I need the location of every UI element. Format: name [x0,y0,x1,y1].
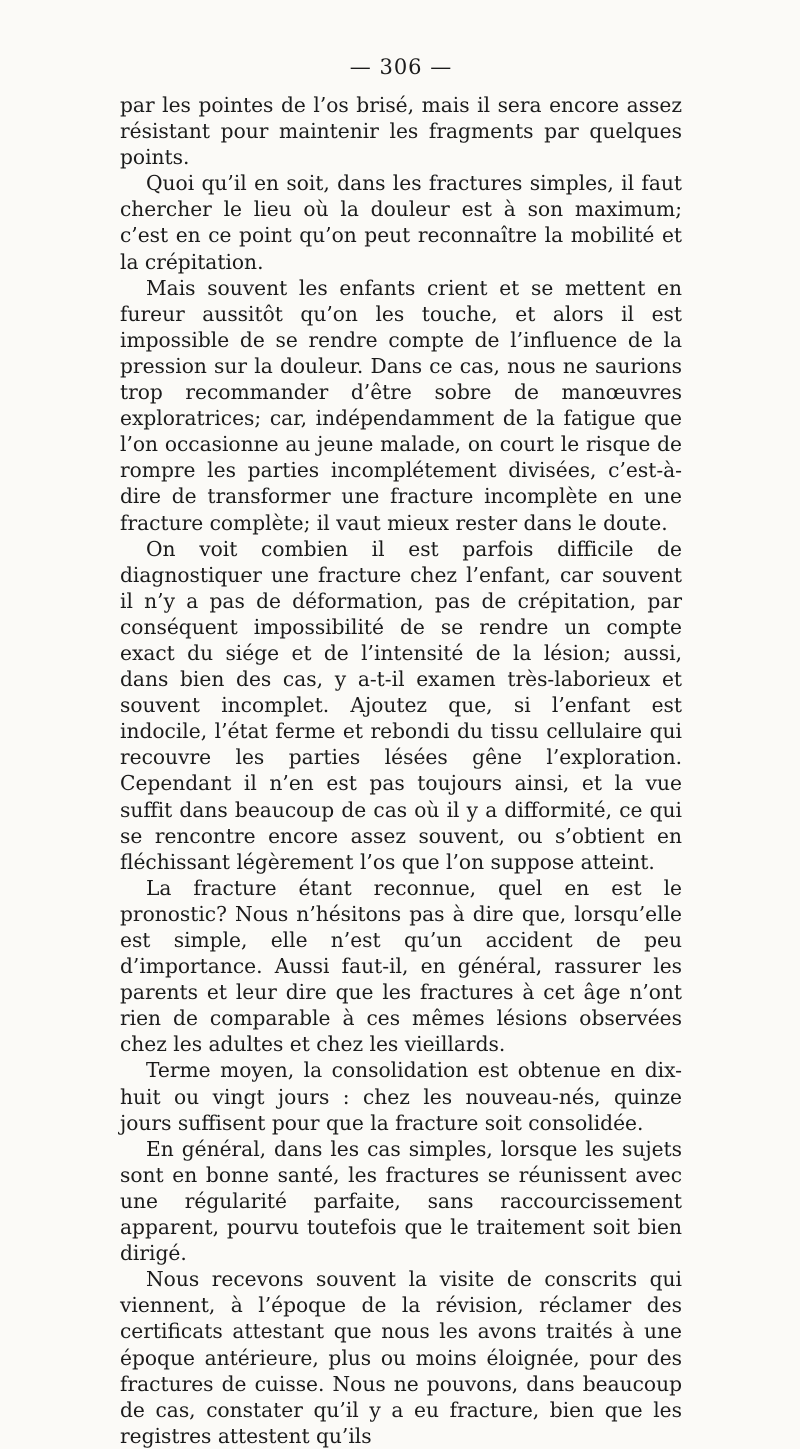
paragraph: Quoi qu’il en soit, dans les fractures simples, il faut chercher le lieu où la douleur est à son maximum; c’est en ce point qu’on peut reconnaître la mobilité et la crépitation. [120,171,682,274]
paragraph: Nous recevons souvent la visite de conscrits qui viennent, à l’époque de la révision, réclamer des certificats attestant que nous les avons traités à une époque antérieure, plus ou moins éloignée, pour des fractures de cuisse. Nous ne pouvons, dans beaucoup de cas, constater qu’il y a eu fracture, bien que les registres attestent qu’ils [120,1267,682,1448]
paragraph: En général, dans les cas simples, lorsque les sujets sont en bonne santé, les fractures se réunissent avec une régularité parfaite, sans raccourcissement apparent, pourvu toutefois que le traitement soit bien dirigé. [120,1136,682,1266]
paragraph: La fracture étant reconnue, quel en est le pronostic? Nous n’hésitons pas à dire que, lorsqu’elle est simple, elle n’est qu’un accident de peu d’importance. Aussi faut-il, en général, rassurer les parents et leur dire que les fractures à cet âge n’ont rien de comparable à ces mêmes lésions observées chez les adultes et chez les vieillards. [120,875,682,1057]
paragraph: par les pointes de l’os brisé, mais il sera encore assez résistant pour maintenir les fragments par quelques points. [120,93,682,170]
paragraph: Mais souvent les enfants crient et se mettent en fureur aussitôt qu’on les touche, et alors il est impossible de se rendre compte de l’influence de la pression sur la douleur. Dans ce cas, nous ne saurions trop recommander d’être sobre de manœuvres exploratrices; car, indépendamment de la fatigue que l’on occasionne au jeune malade, on court le risque de rompre les parties incomplétement divisées, c’est-à-dire de transformer une fracture incomplète en une fracture complète; il vaut mieux rester dans le doute. [120,275,682,535]
body-text [120,92,682,1449]
paragraph: Terme moyen, la consolidation est obtenue en dix-huit ou vingt jours : chez les nouveau-nés, quinze jours suffisent pour que la fracture soit consolidée. [120,1058,682,1135]
paragraph: On voit combien il est parfois difficile de diagnostiquer une fracture chez l’enfant, car souvent il n’y a pas de déformation, pas de crépitation, par conséquent impossibilité de se rendre un compte exact du siége et de l’intensité de la lésion; aussi, dans bien des cas, y a-t-il examen très-laborieux et souvent incomplet. Ajoutez que, si l’enfant est indocile, l’état ferme et rebondi du tissu cellulaire qui recouvre les parties lésées gêne l’exploration. Cependant il n’en est pas toujours ainsi, et la vue suffit dans beaucoup de cas où il y a difformité, ce qui se rencontre encore assez souvent, ou s’obtient en fléchissant légèrement l’os que l’on suppose atteint. [120,536,682,874]
page-number: — 306 — [349,55,453,79]
